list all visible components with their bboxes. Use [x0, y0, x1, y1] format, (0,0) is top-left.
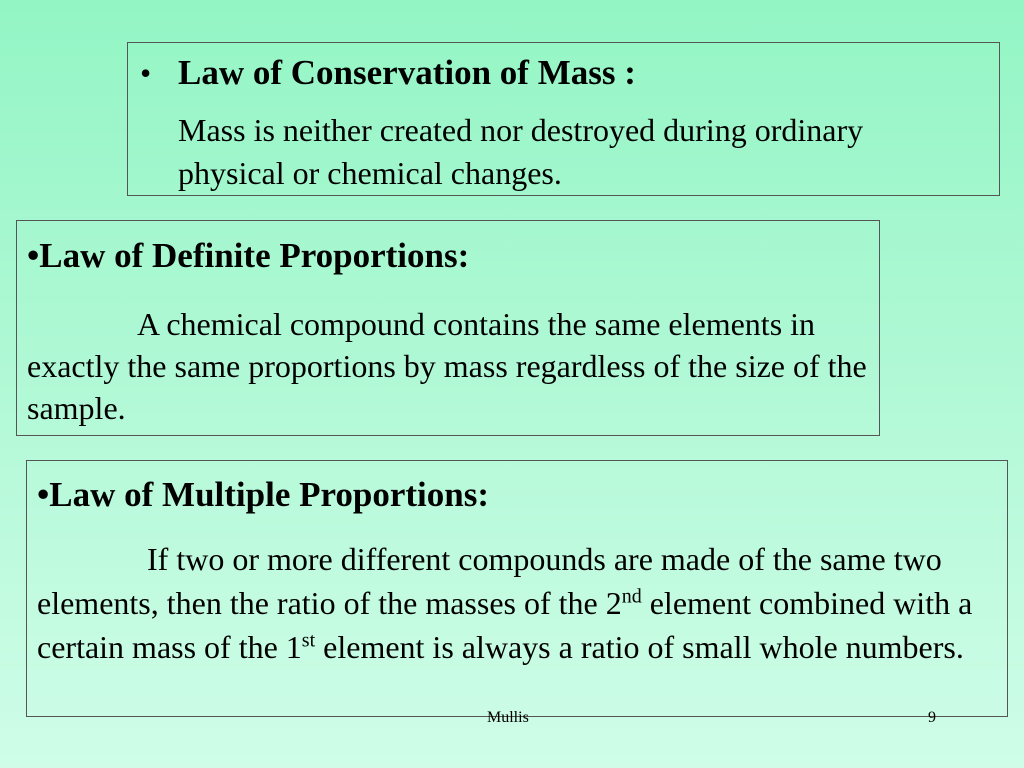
slide-page-number: 9	[928, 709, 936, 726]
conservation-of-mass-box	[127, 42, 1000, 196]
multiple-proportions-box	[26, 460, 1008, 717]
multiple-proportions-title: •Law of Multiple Proportions:	[37, 475, 490, 514]
conservation-of-mass-text: Mass is neither created nor destroyed during ordinary physical or chemical changes.	[178, 112, 864, 191]
conservation-of-mass-heading	[140, 53, 636, 93]
footer-author: Mullis	[487, 709, 529, 726]
multiple-proportions-text-part2: element combined with a certain mass of the 1	[37, 585, 973, 665]
definite-proportions-box	[16, 220, 880, 436]
conservation-of-mass-title: Law of Conservation of Mass :	[178, 53, 636, 92]
bullet-icon: •	[140, 55, 152, 91]
definite-proportions-title: •Law of Definite Proportions:	[27, 236, 470, 275]
ordinal-suffix-st: st	[301, 629, 316, 652]
definite-proportions-text: A chemical compound contains the same elements in exactly the same proportions by mass regardless of the size of the sample.	[27, 306, 867, 426]
definite-proportions-paragraph	[27, 303, 867, 429]
multiple-proportions-text-part1: If two or more different compounds are made of the same two elements, then the ratio of the masses of the 2	[37, 541, 942, 621]
multiple-proportions-text-part3: element is always a ratio of small whole numbers.	[315, 629, 964, 665]
multiple-proportions-paragraph	[37, 537, 997, 669]
ordinal-suffix-nd: nd	[621, 585, 642, 608]
